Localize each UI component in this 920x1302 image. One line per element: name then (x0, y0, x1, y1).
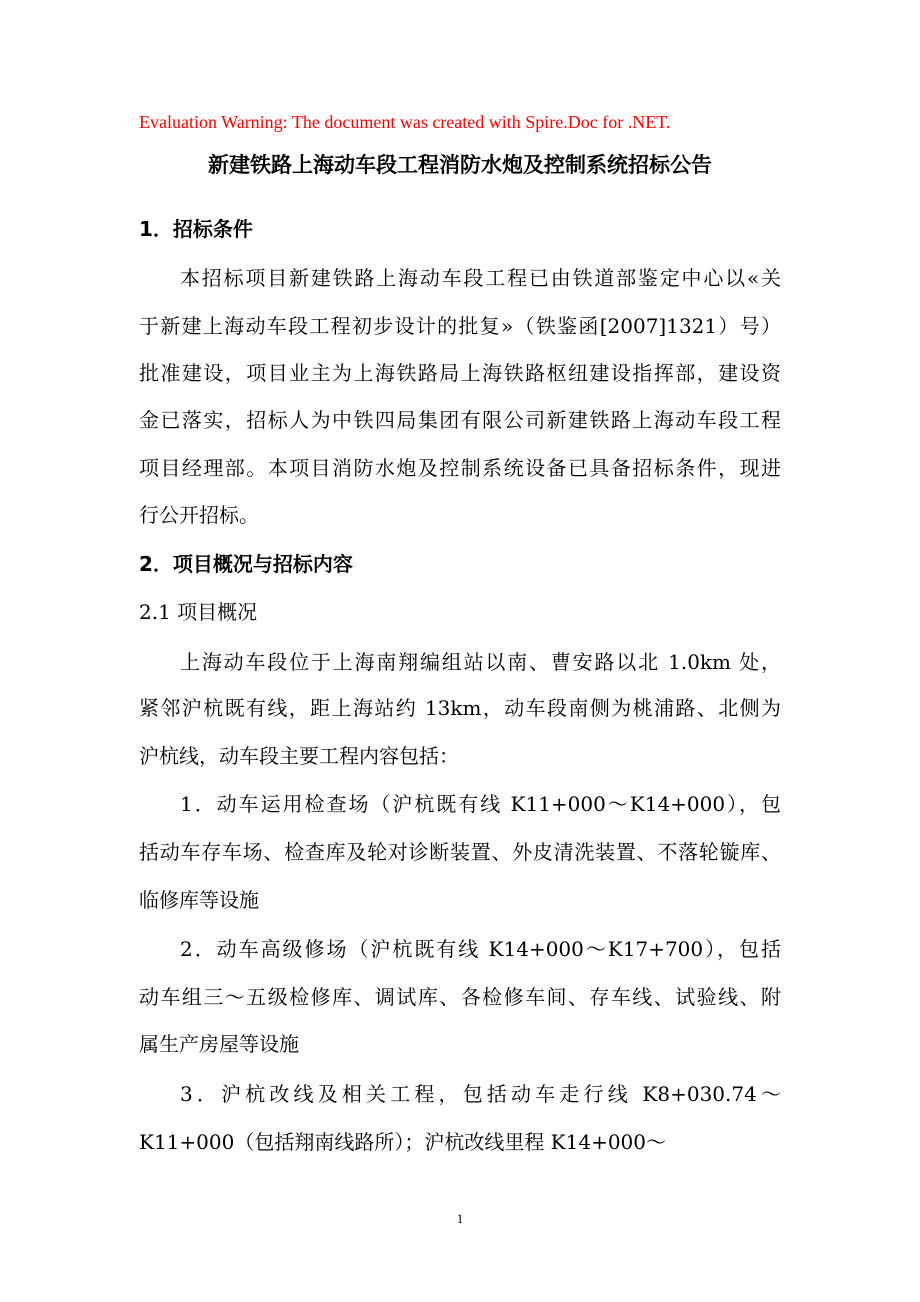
section-1-line: 于新建上海动车段工程初步设计的批复»（铁鉴函[2007]1321）号） (139, 314, 781, 338)
section-2-1-heading: 2.1 项目概况 (139, 600, 258, 624)
section-1-line: 项目经理部。本项目消防水炮及控制系统设备已具备招标条件，现进 (139, 456, 781, 480)
item-2-line: 属生产房屋等设施 (139, 1032, 299, 1056)
item-2-line: 2．动车高级修场（沪杭既有线 K14+000～K17+700），包括 (180, 937, 781, 961)
intro-line: 沪杭线，动车段主要工程内容包括： (139, 744, 459, 768)
evaluation-warning: Evaluation Warning: The document was created with Spire.Doc for .NET. (139, 112, 671, 132)
section-1-line: 本招标项目新建铁路上海动车段工程已由铁道部鉴定中心以«关 (180, 266, 781, 290)
item-1-line: 临修库等设施 (139, 888, 259, 912)
section-1-line: 行公开招标。 (139, 503, 259, 527)
item-1-line: 1．动车运用检查场（沪杭既有线 K11+000～K14+000），包 (180, 792, 781, 816)
document-title: 新建铁路上海动车段工程消防水炮及控制系统招标公告 (208, 153, 712, 177)
section-1-line: 金已落实，招标人为中铁四局集团有限公司新建铁路上海动车段工程 (139, 408, 781, 432)
item-2-line: 动车组三～五级检修库、调试库、各检修车间、存车线、试验线、附 (139, 985, 781, 1009)
intro-line: 紧邻沪杭既有线，距上海站约 13km，动车段南侧为桃浦路、北侧为 (139, 696, 781, 720)
section-2-heading: 2．项目概况与招标内容 (139, 552, 353, 576)
section-1-line: 批准建设，项目业主为上海铁路局上海铁路枢纽建设指挥部，建设资 (139, 361, 781, 385)
item-1-line: 括动车存车场、检查库及轮对诊断装置、外皮清洗装置、不落轮镟库、 (139, 840, 781, 864)
intro-line: 上海动车段位于上海南翔编组站以南、曹安路以北 1.0km 处， (180, 650, 781, 674)
section-1-heading: 1．招标条件 (139, 217, 253, 241)
item-3-line: 3．沪杭改线及相关工程，包括动车走行线 K8+030.74～ (180, 1082, 781, 1106)
page-number: 1 (456, 1211, 464, 1226)
item-3-line: K11+000（包括翔南线路所）；沪杭改线里程 K14+000～ (139, 1130, 667, 1154)
